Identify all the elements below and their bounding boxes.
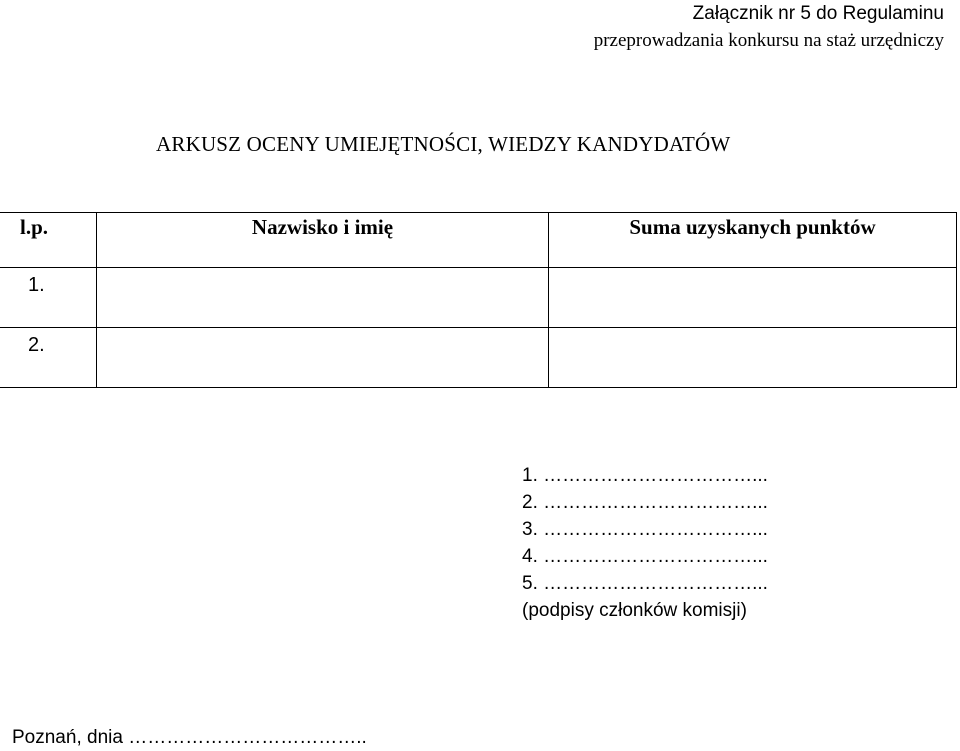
candidate-name-cell <box>97 328 549 388</box>
candidate-name-cell <box>97 268 549 328</box>
table-header-row <box>0 213 957 268</box>
candidates-table <box>0 212 957 388</box>
committee-signatures <box>522 462 768 624</box>
document-title: ARKUSZ OCENY UMIEJĘTNOŚCI, WIEDZY KANDYDATÓW <box>156 132 731 156</box>
signature-line: 1. ……………………………... <box>522 465 768 486</box>
points-cell <box>549 268 957 328</box>
signature-line: 4. ……………………………... <box>522 546 768 567</box>
column-header-name: Nazwisko i imię <box>97 213 549 268</box>
place-date-line: Poznań, dnia ……………………………….. <box>12 727 367 748</box>
signature-line: 5. ……………………………... <box>522 573 768 594</box>
row-number: 1. <box>0 268 97 328</box>
annex-line-1: Załącznik nr 5 do Regulaminu <box>692 3 944 24</box>
points-cell <box>549 328 957 388</box>
column-header-points: Suma uzyskanych punktów <box>549 213 957 268</box>
annex-header <box>594 0 944 54</box>
table-row <box>0 328 957 388</box>
signature-line: 2. ……………………………... <box>522 492 768 513</box>
row-number: 2. <box>0 328 97 388</box>
table-row <box>0 268 957 328</box>
signature-line: 3. ……………………………... <box>522 519 768 540</box>
signatures-caption: (podpisy członków komisji) <box>522 600 747 621</box>
column-header-lp: l.p. <box>0 213 97 268</box>
annex-line-2: przeprowadzania konkursu na staż urzędniczy <box>593 30 944 51</box>
